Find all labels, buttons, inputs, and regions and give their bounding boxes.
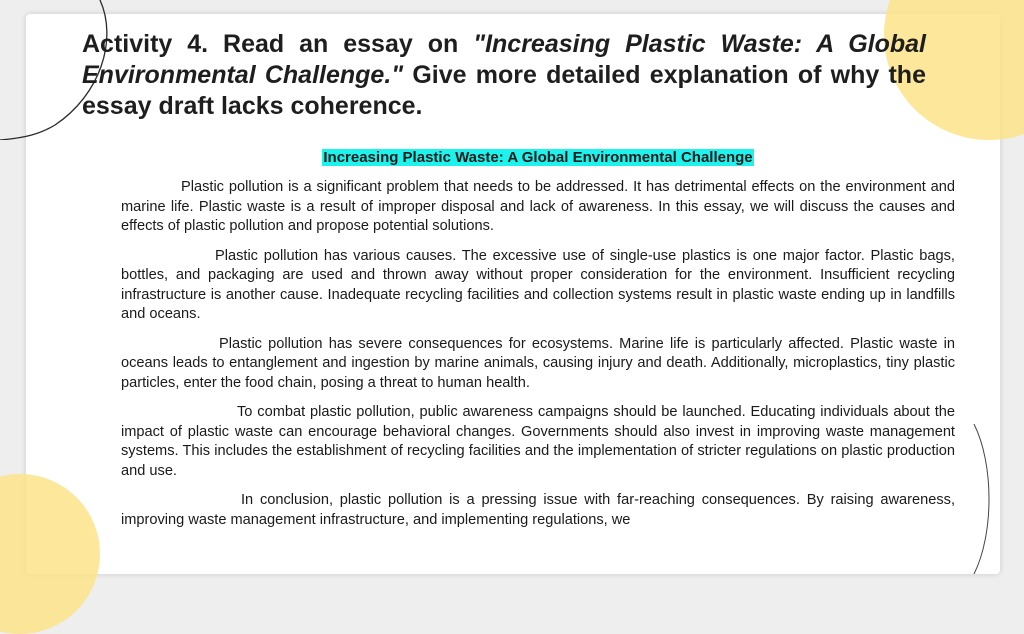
title-essay-name: "Increasing Plastic Waste: A Global Environmental Challenge." xyxy=(82,30,927,89)
paragraph-text: Plastic pollution has severe consequences for ecosystems. Marine life is particularly affected. Plastic waste in oceans leads to entanglement and ingestion by marine animals, causing injury and death. Additionally, microplastics, tiny plastic particles, enter the food chain, posing a threat to human health. xyxy=(121,335,955,391)
paragraph-text: In conclusion, plastic pollution is a pressing issue with far-reaching consequences. By raising awareness, improving waste management infrastructure, and implementing regulations, we xyxy=(121,492,955,528)
slide-title xyxy=(82,29,926,122)
essay-document xyxy=(121,148,955,540)
essay-paragraph-causes xyxy=(121,247,955,325)
paragraph-text: Plastic pollution has various causes. The excessive use of single-use plastics is one major factor. Plastic bags, bottles, and packaging are used and thrown away without proper consideration for the environment. Insufficient recycling infrastructure is another cause. Inadequate recycling facilities and collection systems result in plastic waste ending up in landfills and oceans. xyxy=(121,247,955,322)
decorative-arc-line-right xyxy=(964,424,1024,574)
essay-paragraph-intro xyxy=(121,178,955,237)
title-text-part1: Activity 4. Read an essay on xyxy=(82,30,474,58)
essay-title-container xyxy=(121,148,955,168)
essay-paragraph-solutions xyxy=(121,403,955,481)
essay-paragraph-effects xyxy=(121,335,955,394)
essay-paragraph-conclusion xyxy=(121,491,955,530)
paragraph-text: To combat plastic pollution, public awareness campaigns should be launched. Educating individuals about the impact of plastic waste can encourage behavioral changes. Governments should also invest in improving waste management systems. This includes the establishment of recycling facilities and the implementation of stricter regulations on plastic production and use. xyxy=(121,404,955,479)
title-text-part2: Give more detailed explanation of why the essay draft lacks coherence. xyxy=(82,61,926,120)
essay-title: Increasing Plastic Waste: A Global Environmental Challenge xyxy=(323,149,753,166)
paragraph-text: Plastic pollution is a significant problem that needs to be addressed. It has detrimental effects on the environment and marine life. Plastic waste is a result of improper disposal and lack of awareness. In this essay, we will discuss the causes and effects of plastic pollution and propose potential solutions. xyxy=(121,179,955,234)
